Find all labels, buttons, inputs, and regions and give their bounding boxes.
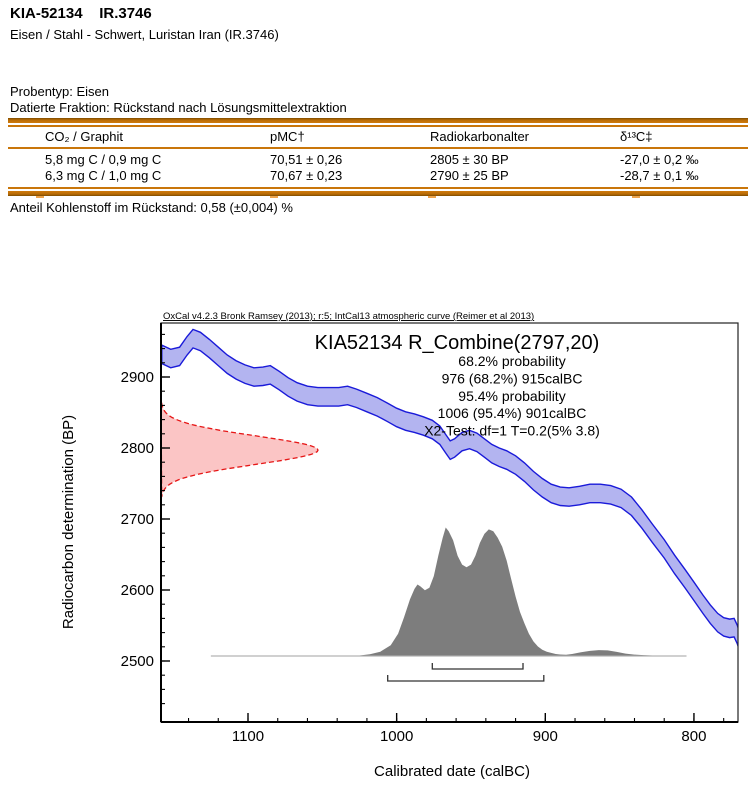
oxcal-attribution: OxCal v4.2.3 Bronk Ramsey (2013); r:5; IntCal13 atmospheric curve (Reimer et al 2013) [163,311,535,322]
carbon-content-note: Anteil Kohlenstoff im Rückstand: 0,58 (±0,004) % [10,200,293,215]
y-axis-title: Radiocarbon determination (BP) [60,414,77,630]
range-bracket-95.4% [388,675,544,681]
dated-fraction-line: Datierte Fraktion: Rückstand nach Lösungsmittelextraktion [10,100,347,115]
chart-title: KIA52134 R_Combine(2797,20) [314,332,600,354]
x-tick-label: 900 [532,728,558,745]
x-tick-label: 1000 [379,728,414,745]
x-axis-title: Calibrated date (calBC) [374,763,530,780]
y-tick-label: 2700 [120,511,154,528]
calibration-plot [0,295,752,795]
cell-pmc: 70,67 ± 0,23 [270,168,343,183]
y-tick-label: 2900 [120,369,154,386]
col-header-d13c: δ¹³C‡ [620,129,653,144]
chart-annotation: 976 (68.2%) 915calBC [441,370,583,387]
cell-co2: 6,3 mg C / 1,0 mg C [45,168,162,183]
y-tick-label: 2600 [120,582,154,599]
sample-id-title: KIA-52134 IR.3746 [10,5,152,22]
range-bracket-68.2% [432,663,523,669]
y-tick-label: 2800 [120,440,154,457]
cell-d13c: -28,7 ± 0,1 ‰ [620,168,699,183]
table-row [8,149,748,168]
y-tick-label: 2500 [120,653,154,670]
table-header-row [8,127,748,147]
x-tick-label: 800 [681,728,707,745]
cell-age: 2805 ± 30 BP [430,152,509,167]
r-date-distribution [161,403,318,497]
sample-description: Eisen / Stahl - Schwert, Luristan Iran (IR.3746) [10,27,279,42]
chart-annotation: X2-Test: df=1 T=0.2(5% 3.8) [424,422,600,439]
oxcal-calibration-chart [0,295,752,795]
col-header-radiocarbon-age: Radiokarbonalter [430,129,530,144]
chart-annotation: 68.2% probability [458,353,566,369]
x-tick-label: 1100 [231,728,265,745]
cell-age: 2790 ± 25 BP [430,168,509,183]
chart-annotation: 1006 (95.4%) 901calBC [437,405,587,422]
posterior-distribution [360,528,653,656]
cell-co2: 5,8 mg C / 0,9 mg C [45,152,162,167]
chart-annotation: 95.4% probability [458,387,566,404]
sample-type-line: Probentyp: Eisen [10,84,110,99]
col-header-pmc: pMC† [270,129,305,144]
cell-d13c: -27,0 ± 0,2 ‰ [620,152,699,167]
results-table [8,118,748,199]
table-row [8,168,748,184]
cell-pmc: 70,51 ± 0,26 [270,152,343,167]
col-header-co2-graphit: CO₂ / Graphit [45,129,124,144]
table-bottom-artifacts [8,196,748,199]
